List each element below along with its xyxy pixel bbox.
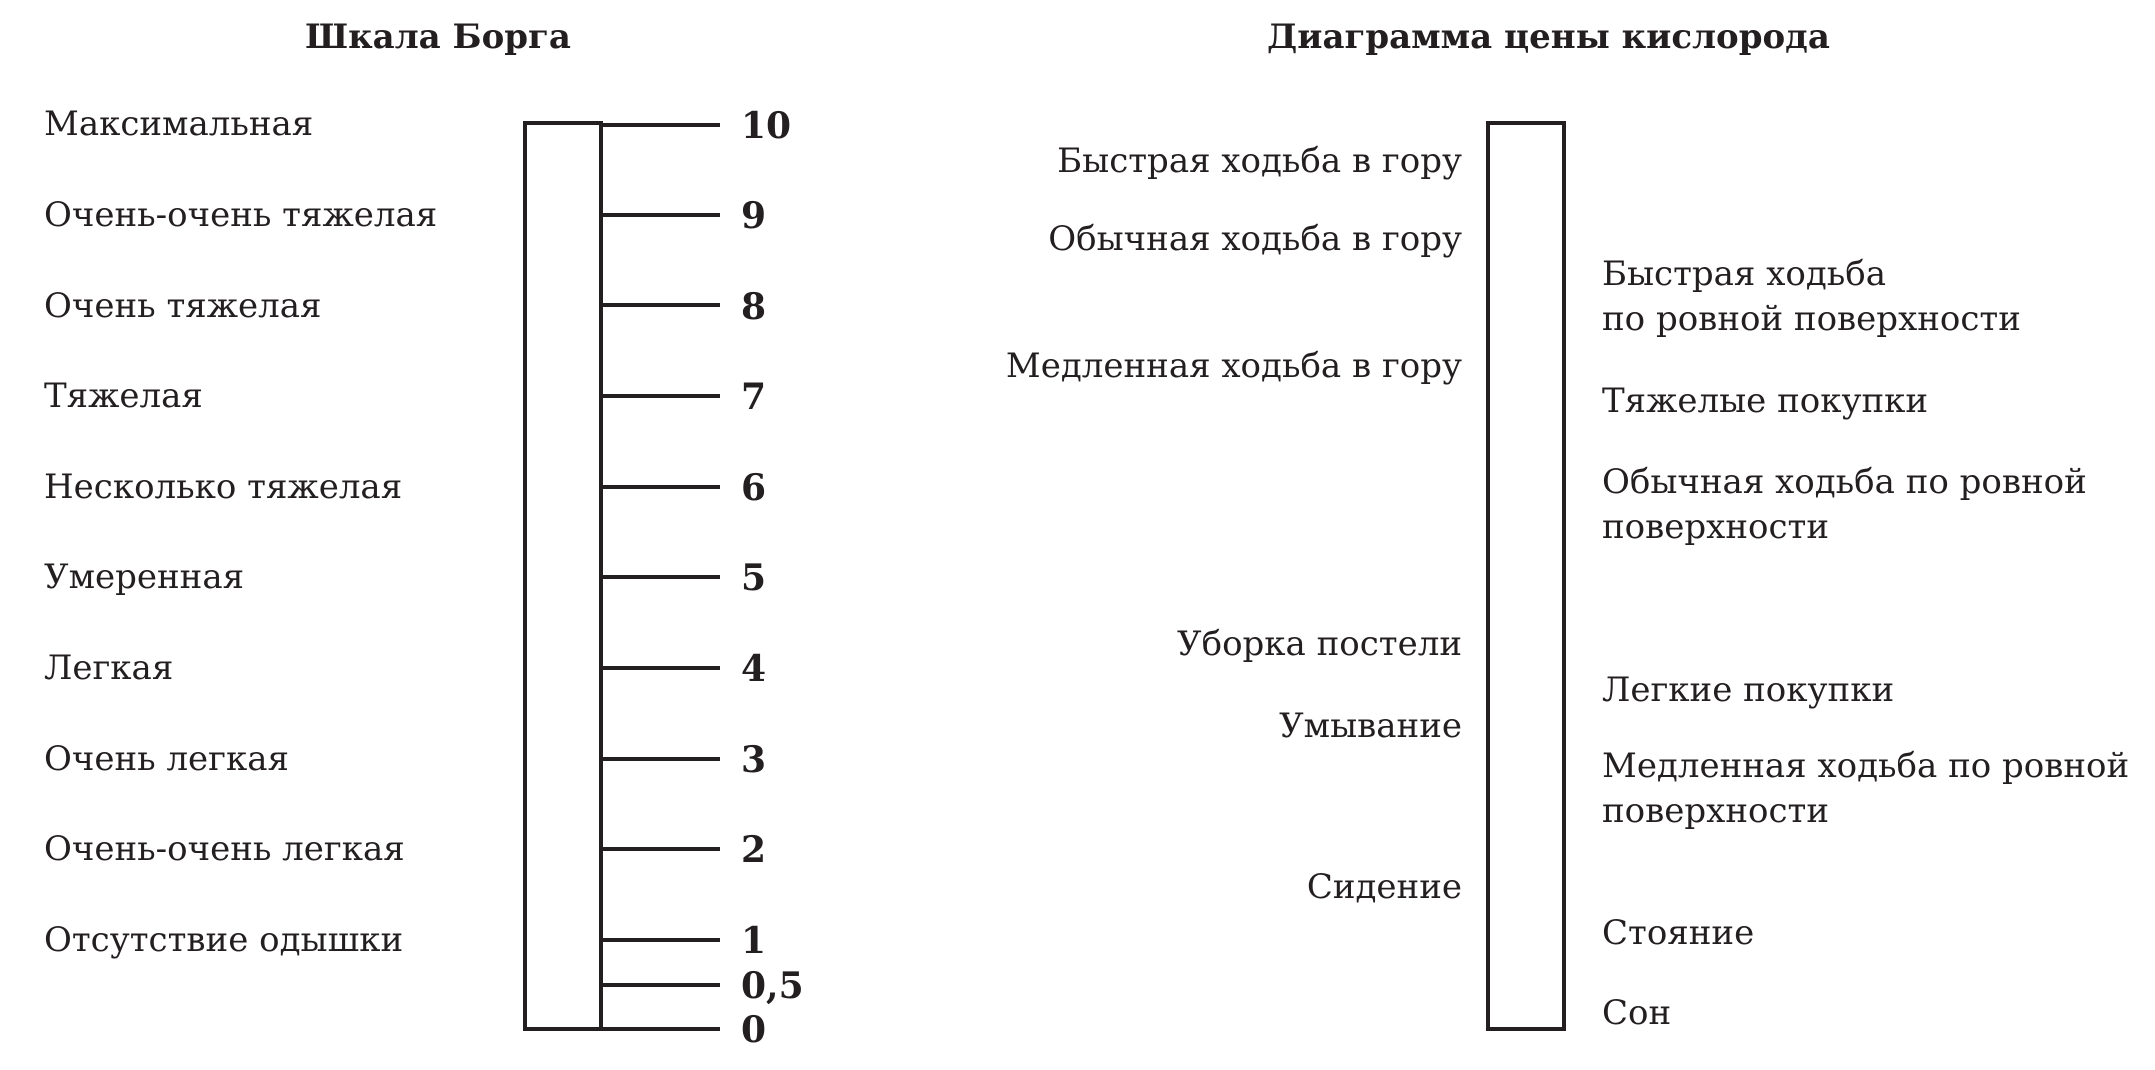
borg-label-2: Очень-очень легкая	[44, 829, 405, 869]
borg-value-0-5: 0,5	[741, 965, 804, 1007]
borg-label-6: Несколько тяжелая	[44, 467, 403, 507]
oxygen-right-item	[1602, 252, 2021, 342]
borg-tick-10	[603, 123, 720, 127]
borg-scale-bar	[523, 121, 603, 1031]
oxygen-right-item-line: Легкие покупки	[1602, 670, 1895, 710]
borg-scale-title: Шкала Борга	[305, 17, 571, 57]
oxygen-right-item-line: Стояние	[1602, 913, 1755, 953]
borg-value-6: 6	[741, 467, 767, 509]
oxygen-right-item-line: Быстрая ходьба	[1602, 254, 1887, 294]
oxygen-left-item: Обычная ходьба в гору	[1048, 219, 1462, 259]
borg-label-8: Очень тяжелая	[44, 286, 322, 326]
oxygen-left-item: Медленная ходьба в гору	[1005, 346, 1462, 386]
oxygen-diagram-title: Диаграмма цены кислорода	[1267, 17, 1830, 57]
borg-label-9: Очень-очень тяжелая	[44, 195, 438, 235]
borg-label-5: Умеренная	[44, 557, 245, 597]
borg-value-4: 4	[741, 648, 767, 690]
oxygen-right-item-line: Тяжелые покупки	[1602, 381, 1929, 421]
borg-label-1: Отсутствие одышки	[44, 920, 404, 960]
borg-label-3: Очень легкая	[44, 739, 289, 779]
borg-tick-5	[603, 575, 720, 579]
borg-tick-2	[603, 847, 720, 851]
oxygen-left-item: Сидение	[1306, 867, 1462, 907]
oxygen-right-item-line: по ровной поверхности	[1602, 299, 2021, 339]
borg-tick-1	[603, 938, 720, 942]
oxygen-right-item	[1602, 378, 1928, 424]
borg-tick-9	[603, 213, 720, 217]
borg-value-0: 0	[741, 1009, 767, 1051]
borg-label-4: Легкая	[44, 648, 174, 688]
borg-tick-7	[603, 394, 720, 398]
oxygen-left-item: Уборка постели	[1177, 624, 1462, 664]
borg-label-10: Максимальная	[44, 104, 314, 144]
borg-tick-4	[603, 666, 720, 670]
borg-value-10: 10	[741, 105, 792, 147]
borg-value-2: 2	[741, 829, 767, 871]
borg-label-7: Тяжелая	[44, 376, 203, 416]
oxygen-left-item: Быстрая ходьба в гору	[1057, 141, 1462, 181]
oxygen-right-item	[1602, 460, 2087, 550]
borg-value-8: 8	[741, 286, 767, 328]
oxygen-diagram-bar	[1486, 121, 1566, 1031]
oxygen-right-item-line: Сон	[1602, 993, 1672, 1033]
oxygen-right-item	[1602, 667, 1894, 713]
oxygen-right-item-line: Медленная ходьба по ровной	[1602, 746, 2130, 786]
oxygen-left-item: Умывание	[1279, 706, 1462, 746]
borg-value-5: 5	[741, 557, 767, 599]
oxygen-right-item-line: поверхности	[1602, 791, 1829, 831]
oxygen-right-item-line: поверхности	[1602, 507, 1829, 547]
borg-tick-8	[603, 303, 720, 307]
borg-tick-0	[603, 1027, 720, 1031]
oxygen-right-item	[1602, 990, 1671, 1036]
oxygen-right-item	[1602, 910, 1754, 956]
borg-tick-3	[603, 757, 720, 761]
borg-value-3: 3	[741, 739, 767, 781]
oxygen-right-item-line: Обычная ходьба по ровной	[1602, 462, 2087, 502]
borg-value-7: 7	[741, 376, 767, 418]
oxygen-right-item	[1602, 744, 2129, 834]
borg-value-1: 1	[741, 920, 767, 962]
borg-tick-0-5	[603, 983, 720, 987]
borg-value-9: 9	[741, 195, 767, 237]
borg-tick-6	[603, 485, 720, 489]
